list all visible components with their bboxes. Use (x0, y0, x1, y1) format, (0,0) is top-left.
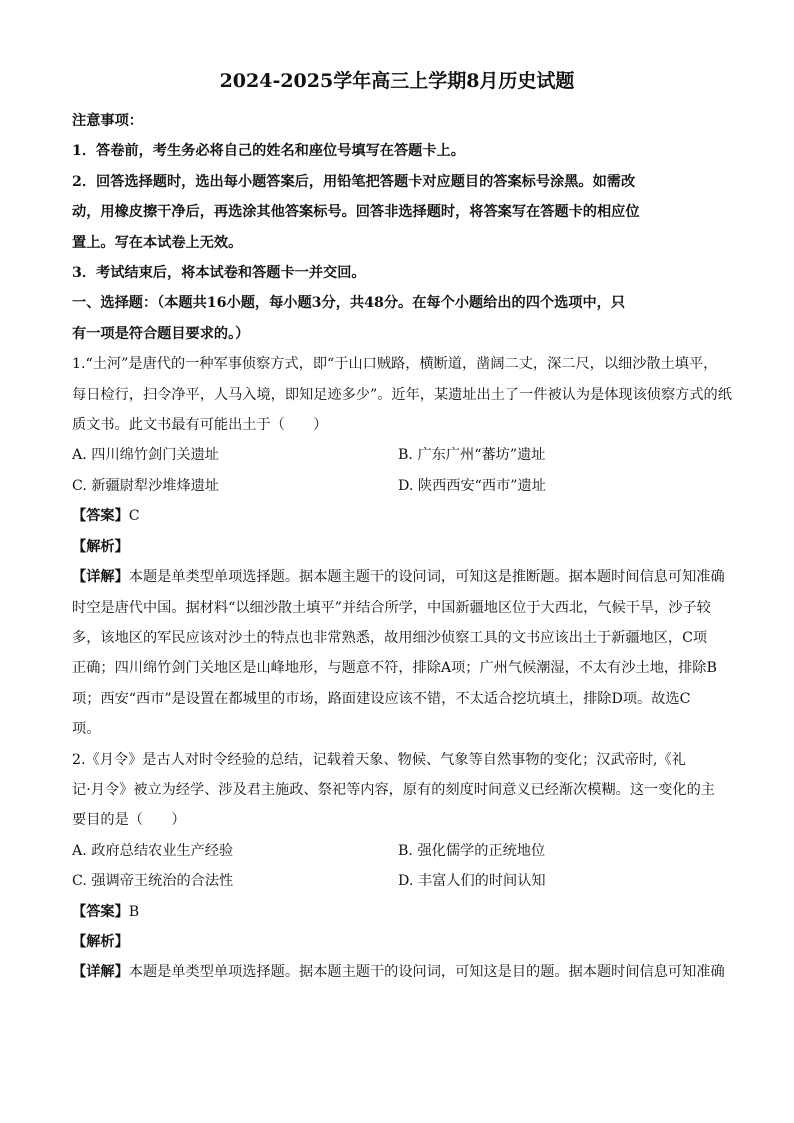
question-2-stem: 要目的是（ ） (72, 812, 186, 829)
page-title: 2024-2025学年高三上学期8月历史试题 (219, 70, 575, 92)
detail-label: 【详解】 (72, 569, 129, 586)
question-1-detail-line: 项。 (72, 721, 101, 738)
detail-label: 【详解】 (72, 964, 129, 981)
question-1-options-row (72, 440, 724, 470)
question-2-answer (72, 897, 724, 927)
detail-text: 本题是单类型单项选择题。据本题主题干的设问词，可知这是推断题。据本题时间信息可知准确 (128, 569, 725, 586)
question-2-stem: 记·月令》被立为经学、涉及君主施政、祭祀等内容，原有的刻度时间意义已经渐次模糊。这一变化的主 (72, 781, 715, 798)
question-1-detail-line: 正确；四川绵竹剑门关地区是山峰地形，与题意不符，排除A项；广州气候潮湿，不太有沙土地，排除B (72, 660, 717, 677)
section-heading-cont: 有一项是符合题目要求的。） (72, 325, 250, 342)
question-1-detail-line: 项；西安“西市”是设置在都城里的市场，路面建设应该不错，不太适合挖坑填土，排除D项。故选C (72, 690, 691, 707)
question-2-options-row (72, 836, 724, 866)
question-2-options-row (72, 866, 724, 896)
answer-value: B (128, 903, 140, 920)
notice-item: 置上。写在本试卷上无效。 (72, 234, 243, 251)
question-1-stem: 1.“土河”是唐代的一种军事侦察方式，即“于山口贼路，横断道，凿阔二丈，深二尺，以细沙散土填平， (72, 356, 718, 373)
answer-value: C (128, 508, 140, 525)
question-2-option-b: B. 强化儒学的正统地位 (398, 842, 546, 859)
question-2-stem: 2.《月令》是古人对时令经验的总结，记载着天象、物候、气象等自然事物的变化；汉武帝时,《礼 (72, 751, 686, 768)
question-1-option-a: A. 四川绵竹剑门关遗址 (72, 447, 219, 464)
question-2-option-a: A. 政府总结农业生产经验 (72, 842, 234, 859)
question-1-stem: 每日检行，扫令净平，人马入境，即知足迹多少”。近年，某遗址出土了一件被认为是体现该侦察方式的纸 (72, 386, 732, 403)
question-1-analysis-label: 【解析】 (72, 538, 129, 555)
question-2-option-c: C. 强调帝王统治的合法性 (72, 873, 234, 890)
detail-text: 本题是单类型单项选择题。据本题主题干的设问词，可知这是目的题。据本题时间信息可知准确 (128, 964, 725, 981)
notice-heading: 注意事项： (72, 113, 143, 129)
notice-item: 2．回答选择题时，选出每小题答案后，用铅笔把答题卡对应题目的答案标号涂黑。如需改 (72, 173, 636, 190)
notice-item: 动，用橡皮擦干净后，再选涂其他答案标号。回答非选择题时，将答案写在答题卡的相应位 (72, 204, 640, 221)
notice-item: 3．考试结束后，将本试卷和答题卡一并交回。 (72, 265, 366, 282)
question-1-option-b: B. 广东广州“蕃坊”遗址 (398, 447, 546, 464)
answer-label: 【答案】 (72, 903, 129, 920)
question-1-option-c: C. 新疆尉犁沙堆烽遗址 (72, 477, 220, 494)
question-1-detail (72, 562, 724, 592)
exam-content (72, 106, 732, 988)
question-1-options-row (72, 471, 724, 501)
question-1-detail-line: 多，该地区的军民应该对沙土的特点也非常熟悉，故用细沙侦察工具的文书应该出土于新疆地区，C项 (72, 629, 708, 646)
question-1-detail-line: 时空是唐代中国。据材料“以细沙散土填平”并结合所学，中国新疆地区位于大西北，气候干旱，沙子较 (72, 599, 711, 616)
question-2-detail (72, 957, 724, 987)
question-1-option-d: D. 陕西西安“西市”遗址 (398, 477, 546, 494)
notice-item: 1．答卷前，考生务必将自己的姓名和座位号填写在答题卡上。 (72, 143, 465, 160)
answer-label: 【答案】 (72, 508, 129, 525)
section-heading: 一、选择题：（本题共16小题，每小题3分，共48分。在每个小题给出的四个选项中，只 (72, 295, 626, 312)
question-1-answer (72, 501, 724, 531)
question-1-stem: 质文书。此文书最有可能出土于（ ） (72, 417, 328, 434)
question-2-option-d: D. 丰富人们的时间认知 (398, 873, 546, 890)
question-2-analysis-label: 【解析】 (72, 933, 129, 950)
